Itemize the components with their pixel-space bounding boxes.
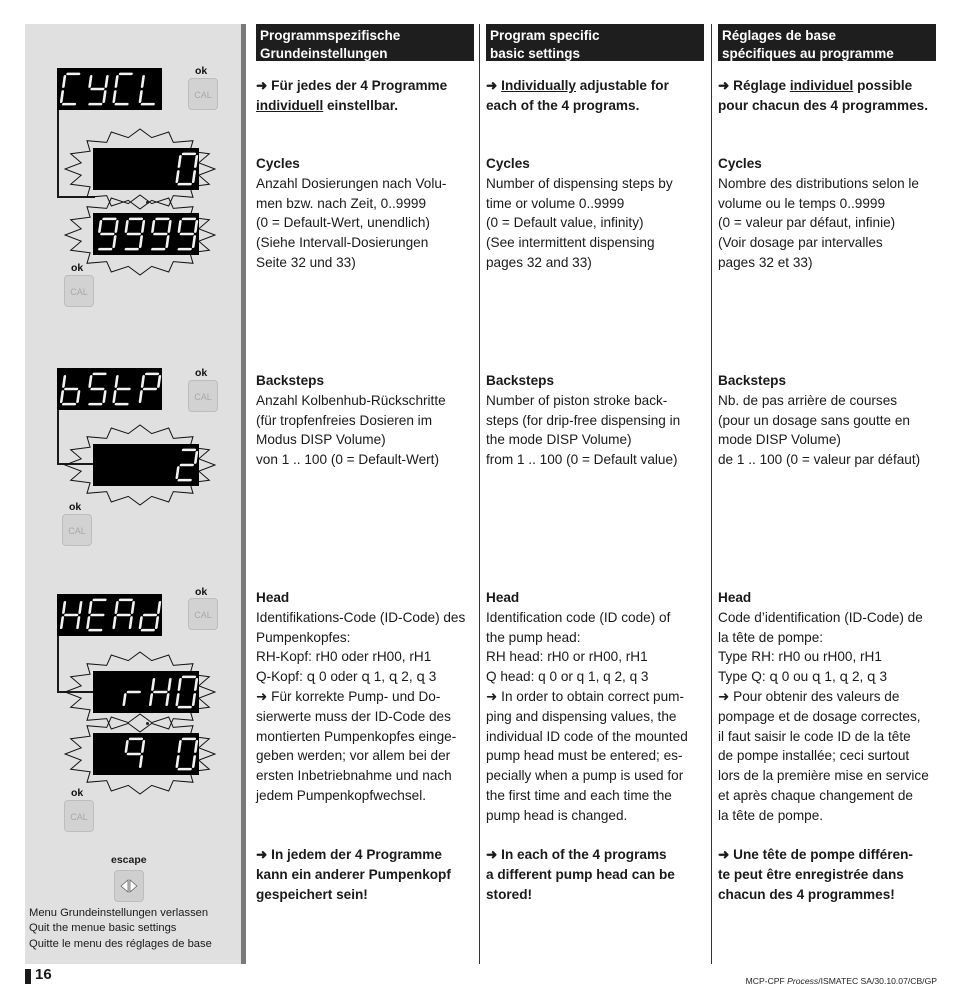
lcd-segment [152,679,153,689]
arrow-icon: ➜ [256,78,268,93]
column-divider-1 [479,24,480,964]
lcd-segment [193,236,194,246]
escape-label: escape [111,854,147,866]
intro-text [486,76,669,116]
lcd-segment [195,452,196,462]
lcd-segment [104,391,105,401]
column-german [256,24,474,902]
intro-underline: Individually [501,78,576,93]
lcd-digit [87,76,107,104]
section-backsteps [486,371,708,470]
section-title: Backsteps [256,373,325,388]
section-title: Head [486,590,520,605]
section-body: Number of dispensing steps by time or volume 0..9999 (0 = Default value, infinity) (See intermittent dispensing pages 32 and 33) [486,175,673,270]
lcd-digit [123,219,144,249]
lcd-segment [140,617,141,627]
lcd-segment [126,741,127,751]
section-body: Anzahl Kolbenhub-Rückschritte (für tropfenfreies Dosieren im Modus DISP Volume) von 1 .. 100 (0 = Default-Wert) [256,392,446,468]
column-english [486,24,704,902]
lcd-segment [142,221,143,231]
lcd-digit [176,154,197,184]
lcd-segment [61,617,62,627]
lcd-segment [106,76,107,86]
section-title: Backsteps [718,373,787,388]
column-header: Réglages de base spécifiques au programme [718,24,936,61]
ok-label: ok [195,65,208,77]
lcd-digit [140,374,160,402]
lcd-segment [142,741,143,751]
lcd-backsteps-label [57,368,162,410]
section-title: Backsteps [486,373,555,388]
section-head [256,588,478,806]
lcd-segment [158,376,159,386]
lcd-segment [195,679,196,689]
ok-cal-button[interactable] [64,275,94,307]
lcd-segment [63,76,64,86]
arrow-icon: ➜ [718,78,730,93]
section-cycles [718,154,940,273]
lcd-digit [61,376,81,404]
section-body: Identification code (ID code) of the pump head: RH head: rH0 or rH00, rH1 Q head: q 0 or q 1, q 2, q 3 ➜ In order to obtain correct pum- ping and dispensing values, the individual ID code of the mounted pump head must be entered; es- pecially when a pump is used for the first time and each time the pump head is changed. [486,609,688,823]
lcd-segment [179,741,180,751]
lcd-segment [140,236,141,246]
lcd-digit [114,600,134,628]
section-backsteps [256,371,478,470]
lcd-segment [78,617,79,627]
ok-label: ok [71,787,84,799]
section-body: Identifikations-Code (ID-Code) des Pumpenkopfes: RH-Kopf: rH0 oder rH00, rH1 Q-Kopf: զ 0 oder զ 1, զ 2, զ 3 ➜ Für korrekte Pump- und Do- sierwerte muss der ID-Code des montierten Pumpenkopfes einge- geben werden; vor allem bei der ersten Inbetriebnahme und nach jedem Pumpenkopfwechsel. [256,609,466,803]
section-backsteps [718,371,940,470]
footer-ref-italic: Process [787,976,819,986]
lcd-segment [116,602,117,612]
section-title: Cycles [486,156,530,171]
intro-pre: Für jedes der 4 Programme [271,78,448,93]
column-header: Programmspezifische Grundeinstellungen [256,24,474,61]
lcd-digit [61,602,81,627]
lcd-segment [90,376,91,386]
lcd-segment [167,236,168,246]
ok-cal-button[interactable] [188,598,218,630]
lcd-segment [140,91,141,101]
lcd-segment [140,391,141,401]
section-cycles [486,154,708,273]
cal-button-label: CAL [70,812,88,822]
closing-note: ➜ In jedem der 4 Programme kann ein anderer Pumpenkopf gespeichert sein! [256,847,451,902]
lcd-segment [126,221,127,231]
lcd-segment [114,617,115,627]
lcd-segment [167,694,168,704]
intro-post: adjustable for each of the 4 programs. [486,78,669,113]
lcd-segment [104,91,105,101]
closing-note: ➜ Une tête de pompe différen- te peut être enregistrée dans chacun des 4 programmes! [718,847,913,902]
ok-label: ok [71,262,84,274]
footer-reference [746,976,937,986]
escape-button[interactable] [114,870,144,902]
section-body: Nombre des distributions selon le volume ou le temps 0..9999 (0 = valeur par défaut, infinie) (Voir dosage par intervalles pages 32 et 33) [718,175,919,270]
lcd-segment [114,391,115,401]
lcd-segment [179,156,180,166]
lcd-segment [140,756,141,766]
lcd-cycles-value-max [93,213,199,255]
lcd-segment [152,221,153,231]
ok-cal-button[interactable] [188,78,218,110]
lcd-segment [78,391,79,401]
lcd-segment [193,694,194,704]
lcd-digit [61,74,79,104]
page-number: 16 [35,966,52,983]
lcd-segment [177,694,178,704]
lcd-segment [88,617,89,627]
lcd-segment [193,756,194,766]
lcd-digit [113,74,131,104]
footer-ref-post: /ISMATEC SA/30.10.07/CB/GP [818,976,937,986]
lcd-segment [124,694,125,704]
lcd-segment [132,602,133,612]
lcd-segment [158,602,159,612]
lcd-backsteps-value [93,444,199,486]
lcd-segment [195,741,196,751]
exit-menu-text: Menu Grundeinstellungen verlassen Quit the menue basic settings Quitte le menu des réglages de base [29,907,212,950]
section-title: Head [256,590,290,605]
lcd-segment [61,91,62,101]
section-title: Cycles [718,156,762,171]
lcd-head-label [57,594,162,636]
column-divider-2 [711,24,712,964]
cal-button-label: CAL [70,287,88,297]
ok-label: ok [195,367,208,379]
lcd-segment [116,376,117,386]
sidebar-divider [241,24,246,964]
lcd-digit [140,76,158,104]
lcd-digit [97,219,118,249]
section-head [486,588,708,826]
lcd-segment [150,694,151,704]
lcd-digit [176,739,197,769]
lcd-segment [114,236,115,246]
ok-label: ok [69,501,82,513]
ok-cal-button[interactable] [62,514,92,546]
lcd-segment [177,467,178,477]
cal-button-label: CAL [194,610,212,620]
lcd-segment [116,76,117,86]
lcd-digit [176,677,197,707]
lcd-segment [142,376,143,386]
column-header: Program specific basic settings [486,24,704,61]
lcd-segment [177,171,178,181]
lcd-segment [99,221,100,231]
closing-note: ➜ In each of the 4 programs a different pump head can be stored! [486,847,675,902]
ok-label: ok [195,586,208,598]
intro-post: einstellbar. [327,97,399,113]
section-body: Code d’identification (ID-Code) de la tête de pompe: Type RH: rH0 ou rH00, rH1 Type Q: զ 0 ou զ 1, զ 2, զ 3 ➜ Pour obtenir des valeurs de pompage et de dosage correctes, il faut saisir le code ID de la tête de pompe installée; ceci surtout lors de la première mise en service et après chaque changement de la tête de pompe. [718,609,929,823]
section-cycles [256,154,478,273]
lcd-segment [169,679,170,689]
arrow-icon: ➜ [486,78,498,93]
lcd-head-value-q [93,733,199,775]
lcd-segment [80,602,81,612]
lcd-segment [114,91,115,101]
lcd-segment [193,171,194,181]
ok-cal-button[interactable] [188,380,218,412]
intro-pre: Réglage [733,78,787,93]
lcd-segment [130,617,131,627]
lcd-segment [195,221,196,231]
lcd-digit [150,219,171,249]
lcd-digit [176,450,197,480]
section-title: Head [718,590,752,605]
lcd-cycles-label [57,68,162,110]
lcd-segment [61,391,62,401]
lcd-digit [87,600,105,630]
lcd-segment [156,617,157,627]
section-head [718,588,940,826]
ok-cal-button[interactable] [64,800,94,832]
lcd-segment [179,679,180,689]
intro-underline: individuel [789,78,854,93]
lcd-segment [169,221,170,231]
intro-text [256,76,474,116]
lcd-segment [90,76,91,86]
left-right-arrows-icon [115,871,143,901]
lcd-digit [140,602,160,630]
lcd-segment [63,376,64,386]
intro-post: possible pour chacun des 4 programmes. [718,78,929,113]
lcd-digit [124,692,140,705]
intro-underline: individuell [256,97,324,113]
lcd-segment [116,221,117,231]
intro-text [718,76,928,116]
lcd-segment [142,76,143,86]
lcd-head-value-rh [93,671,199,713]
lcd-digit [87,374,108,404]
lcd-digit [176,219,197,249]
cal-button-label: CAL [68,526,86,536]
column-french [718,24,936,902]
cal-button-label: CAL [194,392,212,402]
lcd-cycles-value-default [93,148,199,190]
lcd-digit [113,376,131,404]
section-body: Anzahl Dosierungen nach Volu- men bzw. nach Zeit, 0..9999 (0 = Default-Wert, unendlich) (Siehe Intervall-Dosierungen Seite 32 und 33) [256,175,447,270]
lcd-segment [90,602,91,612]
section-body: Nb. de pas arrière de courses (pour un dosage sans goutte en mode DISP Volume) de 1 .. 100 (0 = valeur par défaut) [718,392,921,468]
lcd-segment [179,221,180,231]
lcd-segment [195,156,196,166]
section-body: Number of piston stroke back- steps (for drip-free dispensing in the mode DISP Volume) from 1 .. 100 (0 = Default value) [486,392,681,468]
lcd-digit [124,739,144,767]
section-title: Cycles [256,156,300,171]
lcd-segment [63,602,64,612]
footer-ref-pre: MCP-CPF [745,976,788,986]
cal-button-label: CAL [194,90,212,100]
lcd-segment [177,756,178,766]
page-marker [25,969,31,984]
lcd-digit [150,679,170,704]
